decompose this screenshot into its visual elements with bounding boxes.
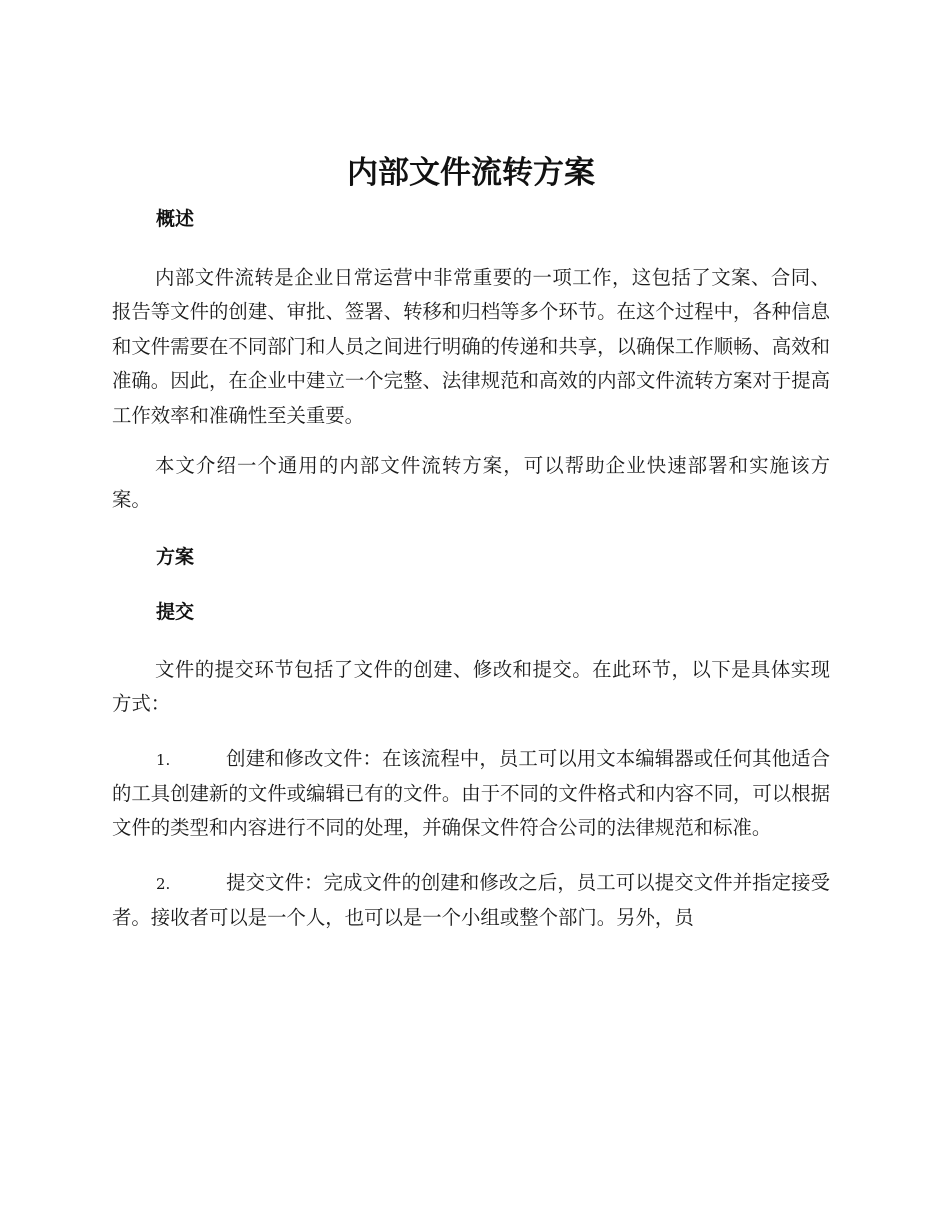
submit-intro-paragraph: 文件的提交环节包括了文件的创建、修改和提交。在此环节，以下是具体实现方式： [112, 657, 830, 716]
list-item [112, 866, 830, 936]
heading-submit: 提交 [156, 600, 195, 623]
list-item-text: 创建和修改文件：在该流程中，员工可以用文本编辑器或任何其他适合的工具创建新的文件或编辑已有的文件。由于不同的文件格式和内容不同，可以根据文件的类型和内容进行不同的处理，并确保文件符合公司的法律规范和标准。 [112, 746, 830, 840]
heading-plan: 方案 [156, 545, 195, 568]
list-item-number: 2. [156, 874, 171, 893]
overview-paragraph-1: 内部文件流转是企业日常运营中非常重要的一项工作，这包括了文案、合同、报告等文件的创建、审批、签署、转移和归档等多个环节。在这个过程中，各种信息和文件需要在不同部门和人员之间进行明确的传递和共享，以确保工作顺畅、高效和准确。因此，在企业中建立一个完整、法律规范和高效的内部文件流转方案对于提高工作效率和准确性至关重要。 [112, 266, 830, 427]
list-item-number: 1. [156, 750, 171, 769]
list-item-text: 提交文件：完成文件的创建和修改之后，员工可以提交文件并指定接受者。接收者可以是一个人，也可以是一个小组或整个部门。另外，员 [112, 870, 830, 930]
document-body [112, 150, 830, 936]
heading-overview: 概述 [156, 208, 195, 230]
document-title: 内部文件流转方案 [347, 155, 595, 191]
list-item [112, 742, 830, 846]
overview-paragraph-2: 本文介绍一个通用的内部文件流转方案，可以帮助企业快速部署和实施该方案。 [112, 454, 830, 512]
